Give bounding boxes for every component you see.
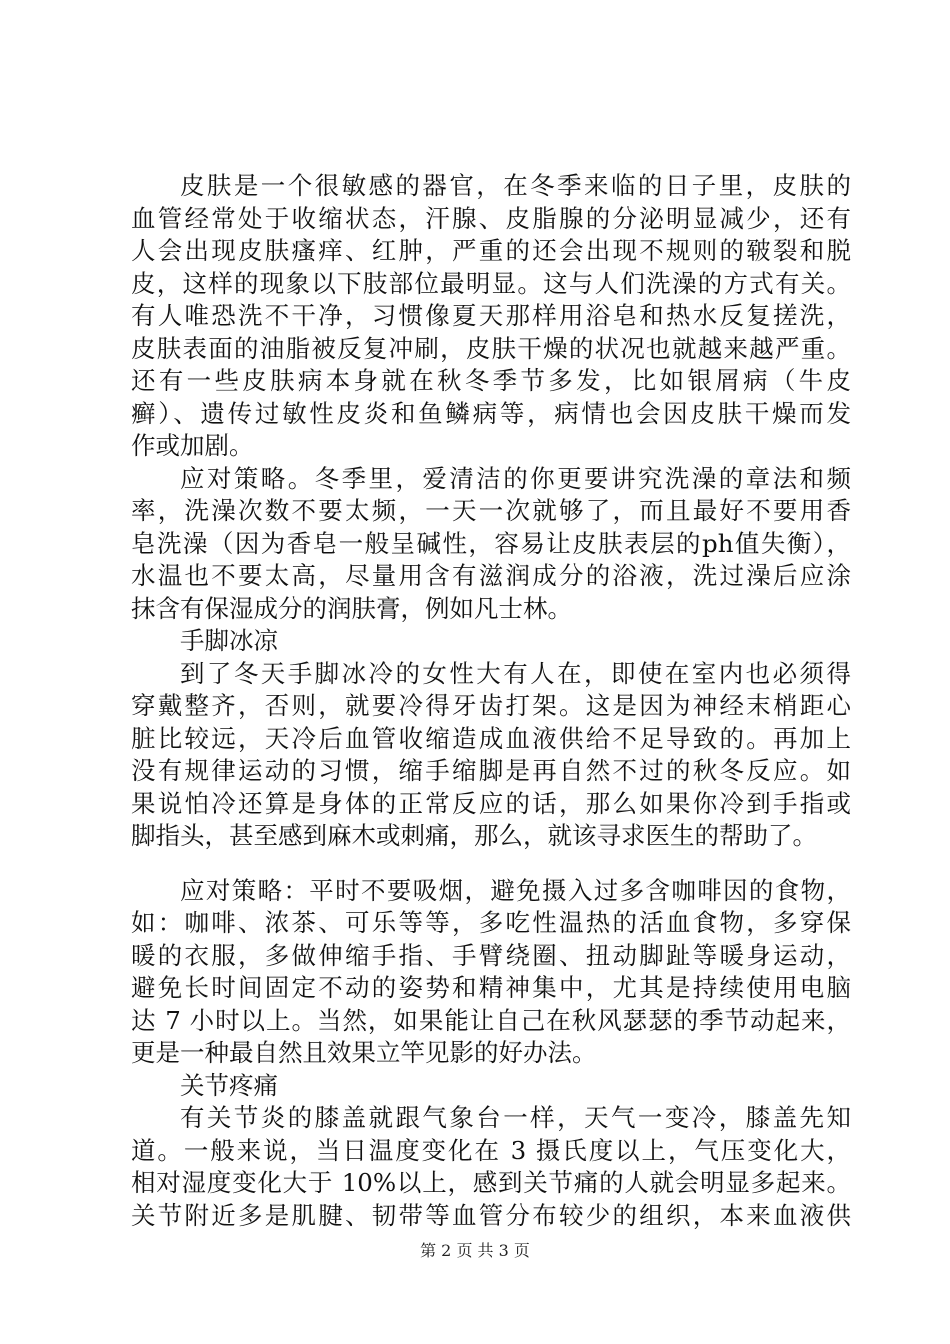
text-line: 水温也不要太高，尽量用含有滋润成分的浴液，洗过澡后应涂 [131, 561, 851, 590]
text-line: 人会出现皮肤瘙痒、红肿，严重的还会出现不规则的皲裂和脱 [131, 236, 851, 265]
section-heading: 手脚冰凉 [180, 626, 278, 655]
text-line: 相对湿度变化大于 10%以上，感到关节痛的人就会明显多起来。 [131, 1168, 851, 1197]
text-line: 没有规律运动的习惯，缩手缩脚是再自然不过的秋冬反应。如 [131, 756, 851, 785]
text-line: 皮，这样的现象以下肢部位最明显。这与人们洗澡的方式有关。 [131, 268, 851, 298]
text-line: 还有一些皮肤病本身就在秋冬季节多发，比如银屑病（牛皮 [131, 366, 851, 395]
text-line: 脚指头，甚至感到麻木或刺痛，那么，就该寻求医生的帮助了。 [131, 821, 817, 850]
text-line: 应对策略：平时不要吸烟，避免摄入过多含咖啡因的食物， [180, 875, 851, 905]
text-line: 达 7 小时以上。当然，如果能让自己在秋风瑟瑟的季节动起来， [131, 1005, 851, 1035]
text-line: 脏比较远，天冷后血管收缩造成血液供给不足导致的。再加上 [131, 723, 851, 753]
text-line: 血管经常处于收缩状态，汗腺、皮脂腺的分泌明显减少，还有 [131, 203, 851, 233]
text-line: 果说怕冷还算是身体的正常反应的话，那么如果你冷到手指或 [131, 788, 851, 818]
paragraph-cold-hands-strategy [131, 875, 851, 1070]
text-line: 应对策略。冬季里，爱清洁的你更要讲究洗澡的章法和频 [180, 463, 851, 493]
text-line: 抹含有保湿成分的润肤膏，例如凡士林。 [131, 593, 572, 623]
text-line: 率，洗澡次数不要太频，一天一次就够了，而且最好不要用香 [131, 496, 851, 525]
text-line: 有人唯恐洗不干净，习惯像夏天那样用浴皂和热水反复搓洗， [131, 301, 851, 330]
section-heading-joint-pain [131, 1070, 851, 1103]
text-line: 避免长时间固定不动的姿势和精神集中，尤其是持续使用电脑 [131, 973, 851, 1002]
text-line: 作或加剧。 [131, 431, 254, 460]
page-footer: 第 2 页 共 3 页 [420, 1241, 530, 1260]
paragraph-joint-pain [131, 1102, 851, 1232]
text-line: 暖的衣服，多做伸缩手指、手臂绕圈、扭动脚趾等暖身运动， [131, 940, 851, 970]
paragraph-gap [131, 853, 851, 875]
text-line: 关节附近多是肌腱、韧带等血管分布较少的组织，本来血液供 [131, 1200, 851, 1230]
text-line: 皮肤表面的油脂被反复冲刷，皮肤干燥的状况也就越来越严重。 [131, 333, 851, 363]
text-line: 穿戴整齐，否则，就要冷得牙齿打架。这是因为神经末梢距心 [131, 691, 851, 720]
section-heading: 关节疼痛 [180, 1070, 278, 1100]
text-line: 如：咖啡、浓茶、可乐等等，多吃性温热的活血食物，多穿保 [131, 908, 851, 937]
text-line: 皂洗澡（因为香皂一般呈碱性，容易让皮肤表层的ph值失衡）， [131, 528, 851, 558]
paragraph-cold-hands [131, 658, 851, 853]
text-line: 有关节炎的膝盖就跟气象台一样，天气一变冷，膝盖先知 [180, 1103, 851, 1132]
paragraph-skin-strategy [131, 463, 851, 626]
text-line: 到了冬天手脚冰冷的女性大有人在，即使在室内也必须得 [180, 658, 851, 688]
paragraph-skin [131, 170, 851, 463]
text-line: 道。一般来说，当日温度变化在 3 摄氏度以上，气压变化大， [131, 1135, 851, 1165]
text-line: 皮肤是一个很敏感的器官，在冬季来临的日子里，皮肤的 [180, 171, 851, 200]
document-body [131, 170, 851, 1232]
text-line: 癣）、遗传过敏性皮炎和鱼鳞病等，病情也会因皮肤干燥而发 [131, 398, 851, 428]
section-heading-cold-hands [131, 625, 851, 658]
text-line: 更是一种最自然且效果立竿见影的好办法。 [131, 1038, 597, 1067]
